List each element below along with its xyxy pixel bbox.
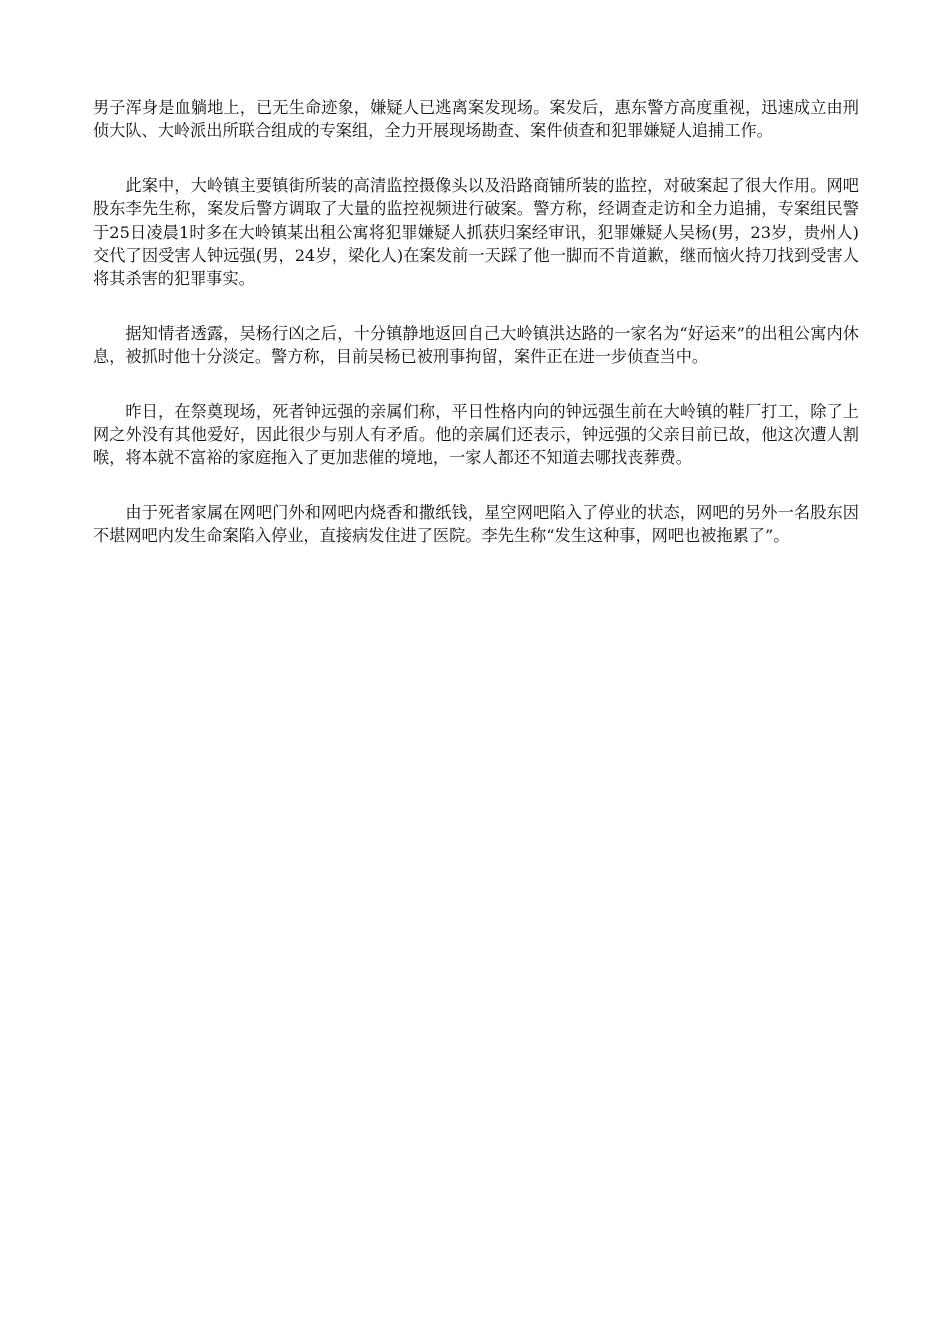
paragraph-cafe-closure: 由于死者家属在网吧门外和网吧内烧香和撒纸钱，星空网吧陷入了停业的状态，网吧的另外一名股东因不堪网吧内发生命案陷入停业，直接病发住进了医院。李先生称“发生这种事，网吧也被拖累了”。	[93, 502, 859, 546]
paragraph-suspect-behavior: 据知情者透露，吴杨行凶之后，十分镇静地返回自己大岭镇洪达路的一家名为“好运来”的出租公寓内休息，被抓时他十分淡定。警方称，目前吴杨已被刑事拘留，案件正在进一步侦查当中。	[93, 323, 859, 367]
paragraph-victim-family: 昨日，在祭奠现场，死者钟远强的亲属们称，平日性格内向的钟远强生前在大岭镇的鞋厂打工，除了上网之外没有其他爱好，因此很少与别人有矛盾。他的亲属们还表示，钟远强的父亲目前已故，他这次遭人割喉，将本就不富裕的家庭拖入了更加悲催的境地，一家人都还不知道去哪找丧葬费。	[93, 401, 859, 468]
document-body	[93, 96, 859, 579]
paragraph-continuation: 男子浑身是血躺地上，已无生命迹象，嫌疑人已逃离案发现场。案发后，惠东警方高度重视，迅速成立由刑侦大队、大岭派出所联合组成的专案组，全力开展现场勘查、案件侦查和犯罪嫌疑人追捕工作。	[93, 98, 859, 141]
paragraph-surveillance: 此案中，大岭镇主要镇街所装的高清监控摄像头以及沿路商铺所装的监控，对破案起了很大作用。网吧股东李先生称，案发后警方调取了大量的监控视频进行破案。警方称，经调查走访和全力追捕，专案组民警于25日凌晨1时多在大岭镇某出租公寓将犯罪嫌疑人抓获归案经审讯，犯罪嫌疑人吴杨(男，23岁，贵州人)交代了因受害人钟远强(男，24岁，梁化人)在案发前一天踩了他一脚而不肯道歉，继而恼火持刀找到受害人将其杀害的犯罪事实。	[93, 175, 859, 289]
